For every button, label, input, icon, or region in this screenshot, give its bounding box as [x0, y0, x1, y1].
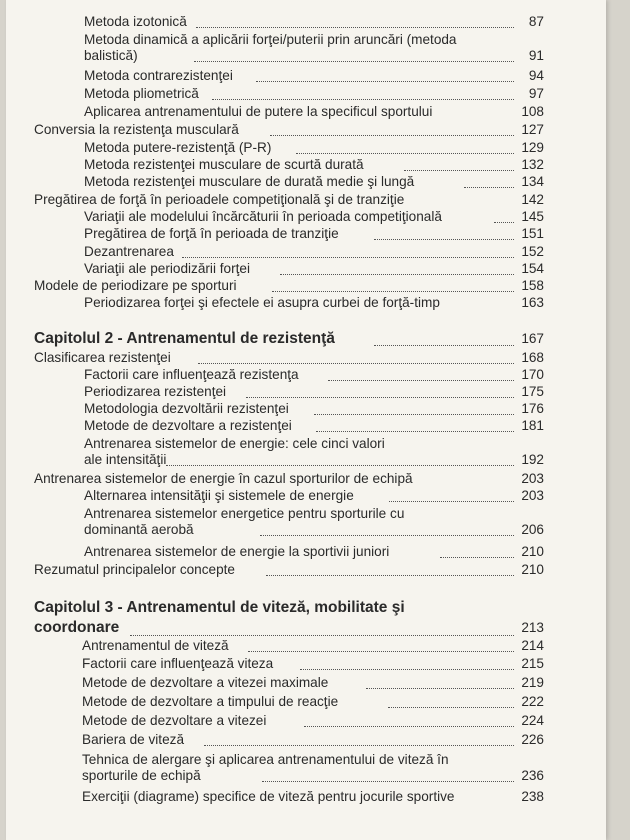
chapter-heading: [34, 598, 544, 638]
toc-entry: [82, 713, 544, 729]
toc-entry-title: Modele de periodizare pe sporturi: [34, 278, 237, 293]
chapter-title: Capitolul 2 - Antrenamentul de rezistenţă: [34, 330, 335, 347]
toc-entry: [84, 157, 544, 173]
toc-entry-title: Metode de dezvoltare a vitezei: [82, 713, 267, 728]
toc-leader: [260, 535, 514, 536]
toc-leader: [272, 291, 514, 292]
toc-entry-title: Metoda pliometrică: [84, 86, 199, 101]
toc-leader: [314, 414, 514, 415]
toc-entry: [84, 506, 544, 538]
toc-page-number: 151: [521, 226, 544, 241]
toc-page-number: 97: [528, 86, 544, 101]
toc-entry: [84, 295, 544, 311]
toc-page-number: 238: [521, 789, 544, 804]
toc-page-number: 213: [521, 620, 544, 635]
toc-page-number: 145: [521, 209, 544, 224]
toc-leader: [374, 345, 514, 346]
toc-entry-title: Pregătirea de forţă în perioadele competiţională şi de tranziţie: [34, 192, 405, 207]
toc-entry-title: Metodologia dezvoltării rezistenţei: [84, 401, 289, 416]
chapter-title: Capitolul 3 - Antrenamentul de viteză, mobilitate şi coordonare: [34, 599, 405, 636]
toc-leader: [204, 745, 514, 746]
toc-entry-title: Metoda putere-rezistenţă (P-R): [84, 140, 272, 155]
toc-leader: [366, 688, 514, 689]
toc-entry-title: Rezumatul principalelor concepte: [34, 562, 235, 577]
toc-entry-title: Antrenarea sistemelor de energie: cele cinci valori ale intensităţii: [84, 436, 385, 467]
toc-entry-title: Metoda contrarezistenţei: [84, 68, 233, 83]
toc-leader: [280, 274, 514, 275]
toc-entry: [84, 226, 544, 242]
toc-leader: [440, 557, 514, 558]
toc-entry: [84, 244, 544, 260]
toc-leader: [194, 61, 514, 62]
toc-entry: [82, 675, 544, 691]
toc-entry-title: Variaţii ale periodizării forţei: [84, 261, 250, 276]
toc-entry: [34, 278, 544, 294]
toc-page-number: 134: [521, 174, 544, 189]
toc-leader: [182, 257, 514, 258]
toc-entry: [82, 638, 544, 654]
toc-entry: [84, 68, 544, 84]
toc-entry: [84, 436, 544, 468]
toc-leader: [130, 635, 514, 636]
toc-leader: [196, 27, 514, 28]
toc-leader: [266, 575, 514, 576]
toc-entry: [84, 32, 544, 64]
toc-entry: [82, 789, 544, 805]
toc-entry-title: Metoda rezistenţei musculare de durată medie şi lungă: [84, 174, 415, 189]
toc-entry-title: Antrenarea sistemelor de energie în cazul sporturilor de echipă: [34, 471, 413, 486]
toc-entry-title: Metoda izotonică: [84, 14, 187, 29]
toc-page-number: 94: [528, 68, 544, 83]
toc-entry: [84, 174, 544, 190]
toc-entry-title: Metoda dinamică a aplicării forţei/puterii prin aruncări (metoda balistică): [84, 32, 457, 63]
toc-entry-title: Factorii care influenţează rezistenţa: [84, 367, 299, 382]
toc-entry: [84, 544, 544, 560]
toc-entry-title: Metode de dezvoltare a vitezei maximale: [82, 675, 329, 690]
toc-page-number: 154: [521, 261, 544, 276]
toc-leader: [270, 135, 514, 136]
toc-page-number: 226: [521, 732, 544, 747]
toc-page-number: 108: [521, 104, 544, 119]
toc-entry-title: Pregătirea de forţă în perioada de tranziţie: [84, 226, 339, 241]
toc-entry-title: Dezantrenarea: [84, 244, 174, 259]
toc-page-number: 152: [521, 244, 544, 259]
toc-entry: [84, 384, 544, 400]
toc-leader: [246, 397, 514, 398]
toc-entry-title: Clasificarea rezistenţei: [34, 350, 171, 365]
toc-page-number: 222: [521, 694, 544, 709]
toc-leader: [262, 781, 514, 782]
toc-leader: [374, 239, 514, 240]
toc-entry-title: Metode de dezvoltare a timpului de reacţie: [82, 694, 339, 709]
toc-page-number: 168: [521, 350, 544, 365]
toc-leader: [300, 669, 514, 670]
toc-entry: [84, 104, 544, 120]
toc-entry: [84, 209, 544, 225]
toc-leader: [304, 726, 514, 727]
toc-entry-title: Variaţii ale modelului încărcăturii în perioada competiţională: [84, 209, 442, 224]
toc-page-number: 181: [521, 418, 544, 433]
toc-entry: [34, 471, 544, 487]
toc-entry-title: Periodizarea forţei şi efectele ei asupra curbei de forţă-timp: [84, 295, 440, 310]
toc-page-number: 219: [521, 675, 544, 690]
toc-page-number: 210: [521, 562, 544, 577]
toc-page-number: 203: [521, 471, 544, 486]
toc-leader: [464, 187, 514, 188]
toc-entry: [84, 401, 544, 417]
toc-entry: [34, 192, 544, 208]
toc-leader: [296, 153, 514, 154]
toc-entry: [84, 261, 544, 277]
toc-leader: [166, 465, 514, 466]
toc-entry-title: Conversia la rezistenţa musculară: [34, 122, 239, 137]
toc-page-number: 236: [521, 768, 544, 783]
toc-page-number: 163: [521, 295, 544, 310]
toc-leader: [494, 222, 514, 223]
toc-entry-title: Metoda rezistenţei musculare de scurtă durată: [84, 157, 364, 172]
toc-entry-title: Antrenarea sistemelor de energie la sportivii juniori: [84, 544, 390, 559]
toc-entry-title: Antrenamentul de viteză: [82, 638, 229, 653]
toc-page-number: 170: [521, 367, 544, 382]
toc-page-number: 142: [521, 192, 544, 207]
toc-entry-title: Exerciţii (diagrame) specifice de viteză pentru jocurile sportive: [82, 789, 455, 804]
toc-page-number: 167: [521, 331, 544, 346]
toc-page-number: 215: [521, 656, 544, 671]
toc-entry-title: Factorii care influenţează viteza: [82, 656, 274, 671]
toc-entry: [34, 562, 544, 578]
toc-entry-title: Metode de dezvoltare a rezistenţei: [84, 418, 292, 433]
toc-page-number: 176: [521, 401, 544, 416]
toc-page-number: 132: [521, 157, 544, 172]
toc-entry: [84, 86, 544, 102]
toc-page-number: 158: [521, 278, 544, 293]
toc-page-number: 214: [521, 638, 544, 653]
toc-page-number: 203: [521, 488, 544, 503]
toc-page-number: 129: [521, 140, 544, 155]
toc-entry: [82, 752, 544, 784]
toc-leader: [248, 651, 514, 652]
toc-entry-title: Bariera de viteză: [82, 732, 185, 747]
toc-leader: [198, 363, 514, 364]
toc-entry-title: Aplicarea antrenamentului de putere la specificul sportului: [84, 104, 433, 119]
toc-leader: [389, 501, 514, 502]
toc-entry: [84, 488, 544, 504]
toc-entry: [34, 350, 544, 366]
toc-entry-title: Periodizarea rezistenţei: [84, 384, 227, 399]
book-page: [6, 0, 606, 840]
toc-entry: [34, 122, 544, 138]
toc-leader: [212, 99, 514, 100]
toc-page-number: 175: [521, 384, 544, 399]
toc-leader: [404, 170, 514, 171]
toc-entry: [84, 418, 544, 434]
toc-page-number: 224: [521, 713, 544, 728]
toc-page-number: 127: [521, 122, 544, 137]
toc-entry: [82, 732, 544, 748]
toc-entry: [84, 14, 544, 30]
toc-page-number: 91: [528, 48, 544, 63]
toc-leader: [328, 380, 514, 381]
chapter-heading: [34, 330, 544, 348]
toc-entry: [82, 656, 544, 672]
toc-entry: [84, 140, 544, 156]
toc-page-number: 87: [528, 14, 544, 29]
toc-leader: [256, 81, 514, 82]
toc-page-number: 192: [521, 452, 544, 467]
toc-leader: [316, 431, 514, 432]
toc-entry-title: Tehnica de alergare şi aplicarea antrenamentului de viteză în sporturile de echipă: [82, 752, 449, 783]
toc-page-number: 210: [521, 544, 544, 559]
toc-entry-title: Alternarea intensităţii şi sistemele de energie: [84, 488, 354, 503]
toc-leader: [388, 707, 514, 708]
toc-entry-title: Antrenarea sistemelor energetice pentru sporturile cu dominantă aerobă: [84, 506, 405, 537]
toc-entry: [84, 367, 544, 383]
toc-entry: [82, 694, 544, 710]
toc-page-number: 206: [521, 522, 544, 537]
